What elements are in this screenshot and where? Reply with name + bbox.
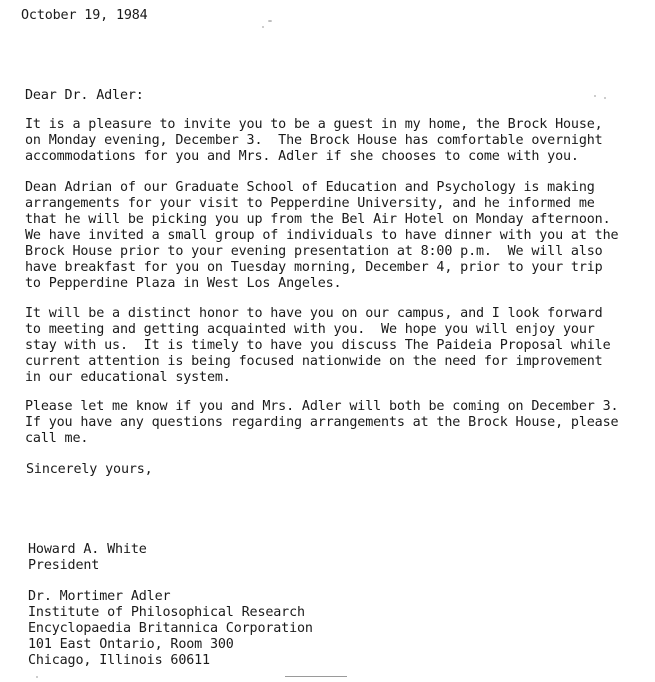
paragraph-line: arrangements for your visit to Pepperdine University, and he informed me [25,196,595,211]
paragraph-line: If you have any questions regarding arrangements at the Brock House, please [25,415,619,430]
paragraph-line: Brock House prior to your evening presentation at 8:00 p.m. We will also [25,244,603,259]
paragraph-request [25,399,618,447]
paragraph-line: that he will be picking you up from the Bel Air Hotel on Monday afternoon. [25,212,611,227]
paragraph-line: Please let me know if you and Mrs. Adler will both be coming on December 3. [25,399,619,414]
paragraph-line: It is a pleasure to invite you to be a guest in my home, the Brock House, [25,117,603,132]
paragraph-line: to Pepperdine Plaza in West Los Angeles. [25,276,342,291]
letter-date: October 19, 1984 [21,8,148,23]
paragraph-line: call me. [25,431,89,446]
signer-name: Howard A. White [28,542,147,557]
address-line: 101 East Ontario, Room 300 [28,637,234,652]
address-line: Institute of Philosophical Research [28,605,305,620]
paragraph-line: current attention is being focused nationwide on the need for improvement [25,354,603,369]
scan-speck [594,95,596,97]
closing: Sincerely yours, [26,462,153,477]
paragraph-honor [25,306,610,386]
scan-speck [604,97,606,99]
signer-title: President [28,558,100,573]
recipient-address [28,589,313,669]
paragraph-line: It will be a distinct honor to have you on our campus, and I look forward [25,306,603,321]
address-line: Encyclopaedia Britannica Corporation [28,621,313,636]
salutation: Dear Dr. Adler: [25,88,144,103]
signature-block [28,542,147,574]
paragraph-line: to meeting and getting acquainted with you. We hope you will enjoy your [25,322,595,337]
scan-speck [262,26,264,28]
paragraph-arrangements [25,180,618,292]
scan-speck [36,676,38,678]
scan-speck [268,20,272,22]
paragraph-line: on Monday evening, December 3. The Brock House has comfortable overnight [25,133,603,148]
address-line: Dr. Mortimer Adler [28,589,171,604]
paragraph-line: We have invited a small group of individuals to have dinner with you at the [25,228,619,243]
paragraph-line: have breakfast for you on Tuesday morning, December 4, prior to your trip [25,260,603,275]
paragraph-line: in our educational system. [25,370,231,385]
bottom-rule [285,676,347,677]
paragraph-invitation [25,117,603,165]
paragraph-line: accommodations for you and Mrs. Adler if she chooses to come with you. [25,149,579,164]
paragraph-line: stay with us. It is timely to have you discuss The Paideia Proposal while [25,338,611,353]
address-line: Chicago, Illinois 60611 [28,653,210,668]
paragraph-line: Dean Adrian of our Graduate School of Education and Psychology is making [25,180,595,195]
